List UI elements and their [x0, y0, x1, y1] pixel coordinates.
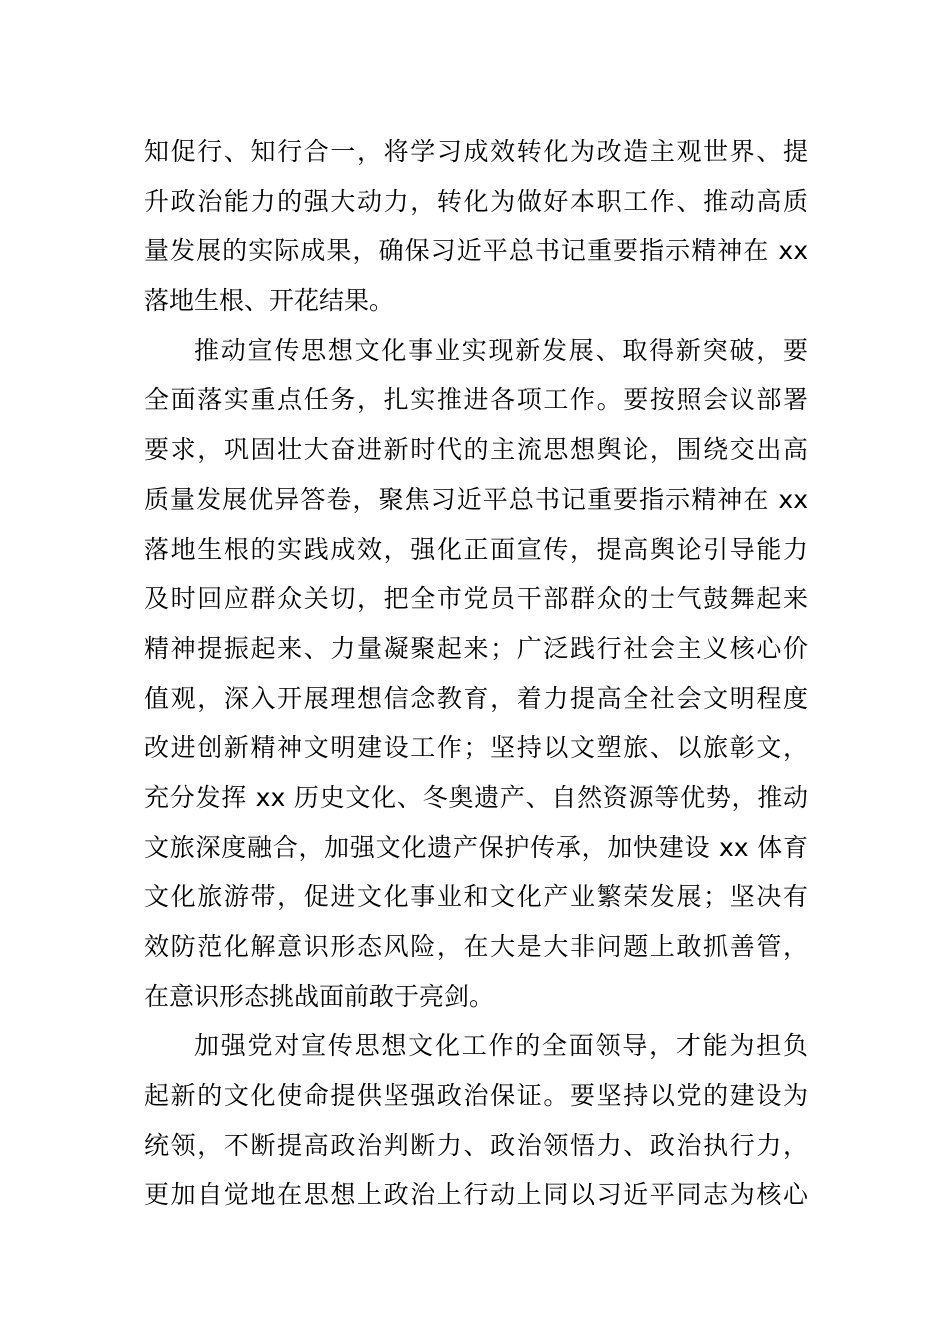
text-line-22: 更加自觉地在思想上政治上行动上同以习近平同志为核心 [144, 1180, 808, 1210]
text-line-13: 改进创新精神文明建设工作；坚持以文塑旅、以旅彰文， [144, 733, 808, 763]
text-line-8: 质量发展优异答卷，聚焦习近平总书记重要指示精神在 xx [144, 484, 808, 514]
text-line-7: 要求，巩固壮大奋进新时代的主流思想舆论，围绕交出高 [144, 435, 808, 465]
text-line-10: 及时回应群众关切，把全市党员干部群众的士气鼓舞起来 [144, 584, 808, 614]
text-line-1: 知促行、知行合一，将学习成效转化为改造主观世界、提 [144, 137, 808, 166]
text-line-14: 充分发挥 xx 历史文化、冬奥遗产、自然资源等优势，推动 [144, 782, 808, 812]
text-line-18: 在意识形态挑战面前敢于亮剑。 [144, 981, 495, 1011]
body-text [144, 127, 808, 1220]
text-line-16: 文化旅游带，促进文化事业和文化产业繁荣发展；坚决有 [144, 882, 808, 912]
text-line-21: 统领，不断提高政治判断力、政治领悟力、政治执行力， [144, 1130, 808, 1160]
text-line-2: 升政治能力的强大动力，转化为做好本职工作、推动高质 [144, 186, 808, 216]
text-line-6: 全面落实重点任务，扎实推进各项工作。要按照会议部署 [144, 385, 808, 415]
text-line-9: 落地生根的实践成效，强化正面宣传，提高舆论引导能力 [144, 534, 808, 564]
text-line-3: 量发展的实际成果，确保习近平总书记重要指示精神在 xx [144, 236, 808, 266]
text-line-11: 精神提振起来、力量凝聚起来；广泛践行社会主义核心价 [144, 633, 808, 663]
text-line-20: 起新的文化使命提供坚强政治保证。要坚持以党的建设为 [144, 1081, 808, 1111]
text-line-15: 文旅深度融合，加强文化遗产保护传承，加快建设 xx 体育 [144, 832, 808, 862]
text-line-17: 效防范化解意识形态风险，在大是大非问题上敢抓善管， [144, 932, 808, 961]
text-line-4: 落地生根、开花结果。 [144, 286, 395, 316]
text-line-19: 加强党对宣传思想文化工作的全面领导，才能为担负 [194, 1031, 808, 1061]
text-line-5: 推动宣传思想文化事业实现新发展、取得新突破，要 [194, 335, 808, 365]
text-line-12: 值观，深入开展理想信念教育，着力提高全社会文明程度 [144, 683, 808, 713]
